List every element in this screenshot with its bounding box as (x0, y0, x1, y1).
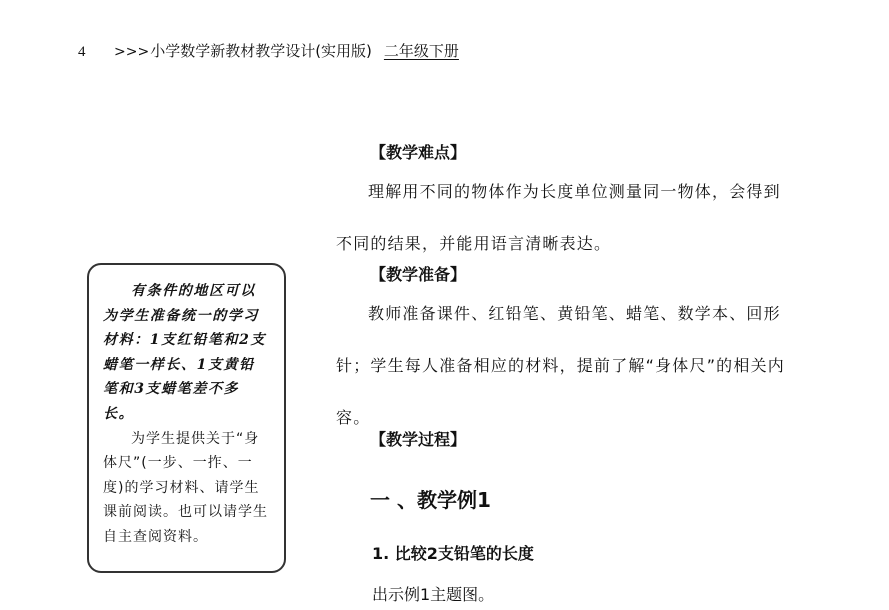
note-printed-text: 为学生提供关于“身体尺”(一步、一拃、一度)的学习材料、请学生课前阅读。也可以请学生自主查阅资料。 (103, 430, 268, 545)
preparation-paragraph: 教师准备课件、红铅笔、黄铅笔、蜡笔、数学本、回形针；学生每人准备相应的材料，提前了解“身体尺”的相关内容。 (336, 304, 785, 427)
part-heading: 一 、教学例1 (370, 488, 491, 512)
process-heading: 【教学过程】 (370, 430, 467, 449)
sidebar-note-box (87, 263, 286, 573)
step-heading: 1. 比较2支铅笔的长度 (372, 544, 534, 563)
note-handwritten-text: 有条件的地区可以为学生准备统一的学习材料：1支红铅笔和2支蜡笔一样长、1支黄铅笔和3支蜡笔差不多长。 (103, 283, 267, 422)
step-paragraph: 出示例1主题图。 (372, 585, 495, 604)
page-number: 4 (78, 44, 86, 60)
difficulty-heading: 【教学难点】 (370, 143, 467, 162)
difficulty-paragraph: 理解用不同的物体作为长度单位测量同一物体，会得到不同的结果，并能用语言清晰表达。 (336, 182, 781, 253)
chevron-marks: >>> (114, 44, 150, 60)
book-title: 小学数学新教材教学设计(实用版) (150, 42, 372, 60)
grade-label: 二年级下册 (383, 42, 459, 60)
preparation-heading: 【教学准备】 (370, 265, 467, 284)
running-header (78, 40, 459, 62)
